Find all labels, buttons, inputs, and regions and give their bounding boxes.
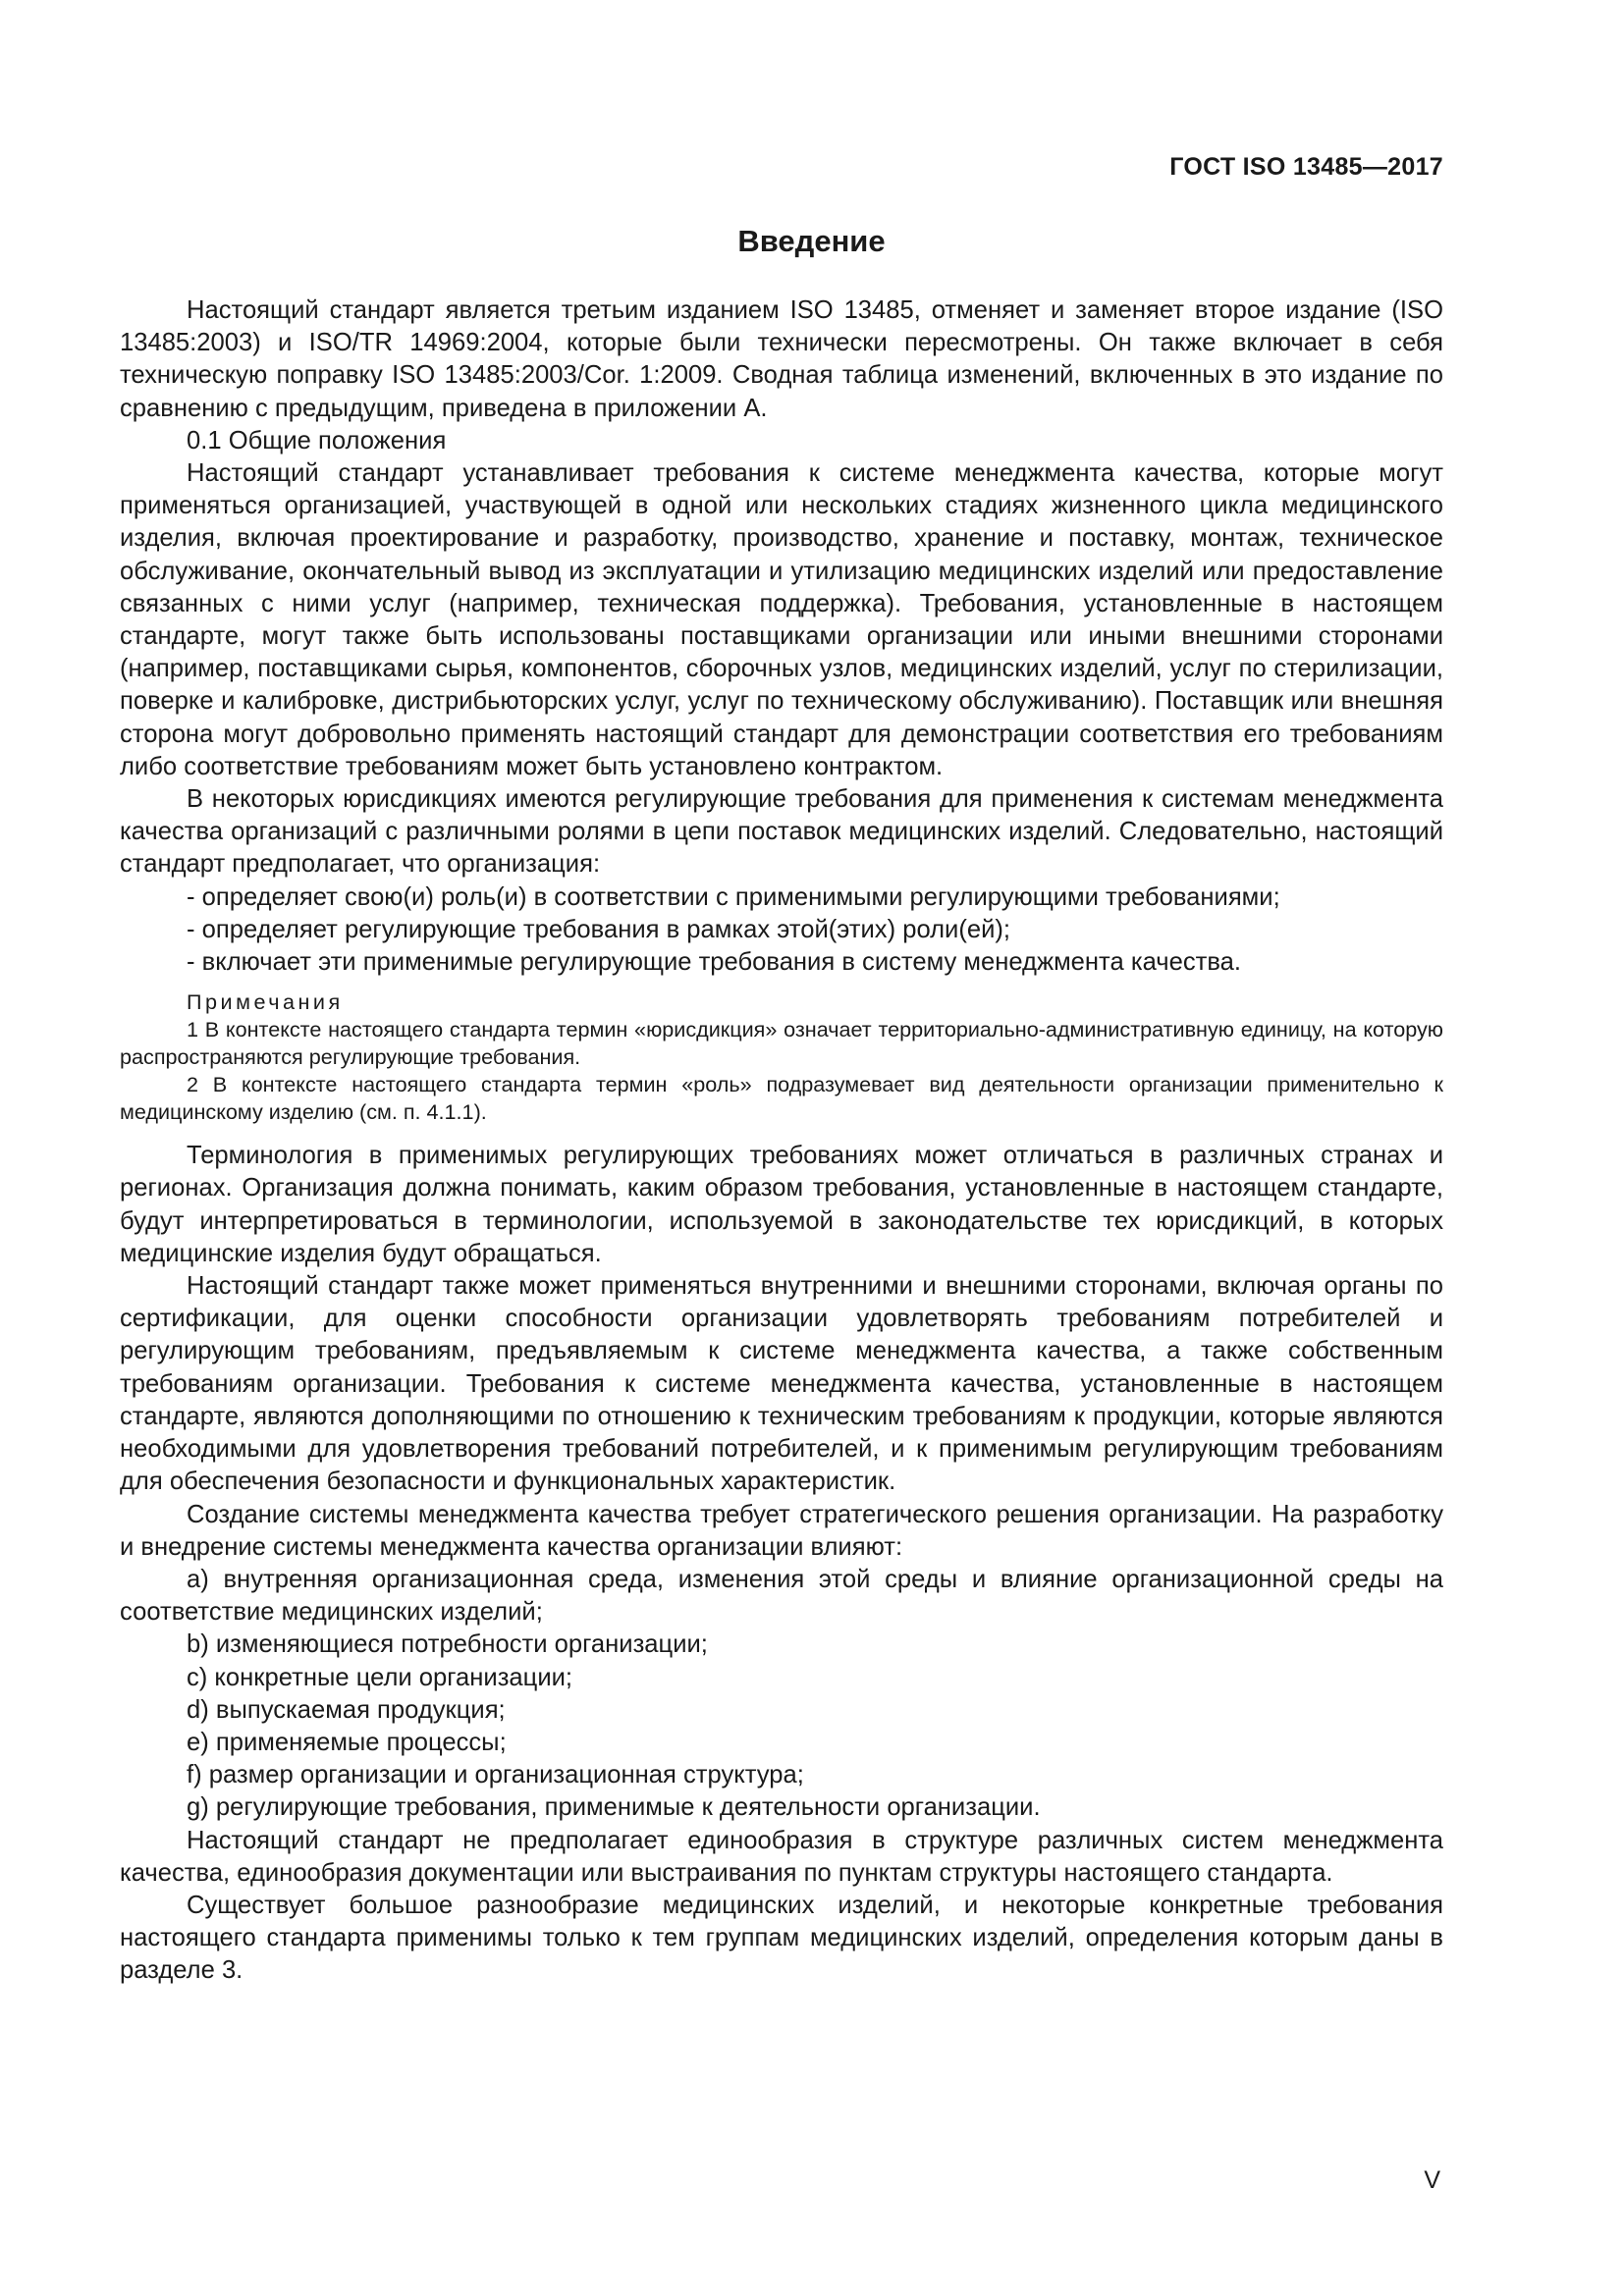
paragraph-application: Настоящий стандарт также может применяться внутренними и внешними сторонами, включая органы по сертификации, для оценки способности организации удовлетворять требованиям потребителей и регулирующим требованиям, предъявляемым к системе менеджмента качества, а также собственным требованиям организации. Требования к системе менеджмента качества, установленные в настоящем стандарте, являются дополняющими по отношению к техническим требованиям к продукции, которые являются необходимыми для удовлетворения требований потребителей, и к применимым регулирующим требованиям для обеспечения безопасности и функциональных характеристик.: [120, 1272, 1443, 1496]
note-item: 1 В контексте настоящего стандарта термин «юрисдикция» означает территориально-административную единицу, на которую распространяются регулирующие требования.: [120, 1017, 1443, 1070]
list-item: f) размер организации и организационная структура;: [187, 1761, 804, 1789]
list-item: e) применяемые процессы;: [187, 1728, 507, 1756]
paragraph-intro: Настоящий стандарт является третьим изданием ISO 13485, отменяет и заменяет второе издание (ISO 13485:2003) и ISO/TR 14969:2004, которые были технически пересмотрены. Он также включает в себя техническую поправку ISO 13485:2003/Cor. 1:2009. Сводная таблица изменений, включенных в это издание по сравнению с предыдущим, приведена в приложении А.: [120, 296, 1443, 422]
paragraph-qms-creation: Создание системы менеджмента качества требует стратегического решения организации. На разработку и внедрение системы менеджмента качества организации влияют:: [120, 1500, 1443, 1561]
list-item: a) внутренняя организационная среда, изменения этой среды и влияние организационной среды на соответствие медицинских изделий;: [120, 1565, 1443, 1627]
list-item: c) конкретные цели организации;: [187, 1663, 573, 1691]
list-item: b) изменяющиеся потребности организации;: [187, 1630, 708, 1659]
notes-block: [120, 988, 1443, 1126]
page-number: V: [1424, 2166, 1440, 2194]
body-text: [120, 294, 1443, 1988]
role-list: [120, 881, 1443, 980]
list-item: - включает эти применимые регулирующие требования в систему менеджмента качества.: [187, 948, 1241, 977]
page-title: Введение: [737, 224, 886, 258]
paragraph-device-variety: Существует большое разнообразие медицинских изделий, и некоторые конкретные требования настоящего стандарта применимы только к тем группам медицинских изделий, определения которым даны в разделе 3.: [120, 1891, 1443, 1985]
list-item: g) регулирующие требования, применимые к деятельности организации.: [187, 1793, 1041, 1822]
paragraph-terminology: Терминология в применимых регулирующих требованиях может отличаться в различных странах и регионах. Организация должна понимать, каким образом требования, установленные в настоящем стандарте, будут интерпретироваться в терминологии, используемой в законодательстве тех юрисдикций, в которых медицинские изделия будут обращаться.: [120, 1142, 1443, 1267]
paragraph-uniformity: Настоящий стандарт не предполагает единообразия в структуре различных систем менеджмента качества, единообразия документации или выстраивания по пунктам структуры настоящего стандарта.: [120, 1826, 1443, 1887]
factors-list: [120, 1564, 1443, 1825]
note-item: 2 В контексте настоящего стандарта термин «роль» подразумевает вид деятельности организации применительно к медицинскому изделию (см. п. 4.1.1).: [120, 1072, 1443, 1125]
paragraph-jurisdictions: В некоторых юрисдикциях имеются регулирующие требования для применения к системам менеджмента качества организаций с различными ролями в цепи поставок медицинских изделий. Следовательно, настоящий стандарт предполагает, что организация:: [120, 785, 1443, 879]
document-header: ГОСТ ISO 13485—2017: [1169, 153, 1443, 181]
list-item: - определяет регулирующие требования в рамках этой(этих) роли(ей);: [187, 915, 1011, 943]
list-item: d) выпускаемая продукция;: [187, 1695, 506, 1724]
section-heading: 0.1 Общие положения: [187, 426, 447, 454]
paragraph-scope: Настоящий стандарт устанавливает требования к системе менеджмента качества, которые могут применяться организацией, участвующей в одной или нескольких стадиях жизненного цикла медицинского изделия, включая проектирование и разработку, производство, хранение и поставку, монтаж, техническое обслуживание, окончательный вывод из эксплуатации и утилизацию медицинских изделий или предоставление связанных с ними услуг (например, техническая поддержка). Требования, установленные в настоящем стандарте, могут также быть использованы поставщиками организации или иными внешними сторонами (например, поставщиками сырья, компонентов, сборочных узлов, медицинских изделий, услуг по стерилизации, поверке и калибровке, дистрибьюторских услуг, услуг по техническому обслуживанию). Поставщик или внешняя сторона могут добровольно применять настоящий стандарт для демонстрации соответствия его требованиям либо соответствие требованиям может быть установлено контрактом.: [120, 459, 1443, 780]
list-item: - определяет свою(и) роль(и) в соответствии с применимыми регулирующими требованиями;: [187, 882, 1280, 911]
notes-heading: Примечания: [187, 989, 344, 1015]
